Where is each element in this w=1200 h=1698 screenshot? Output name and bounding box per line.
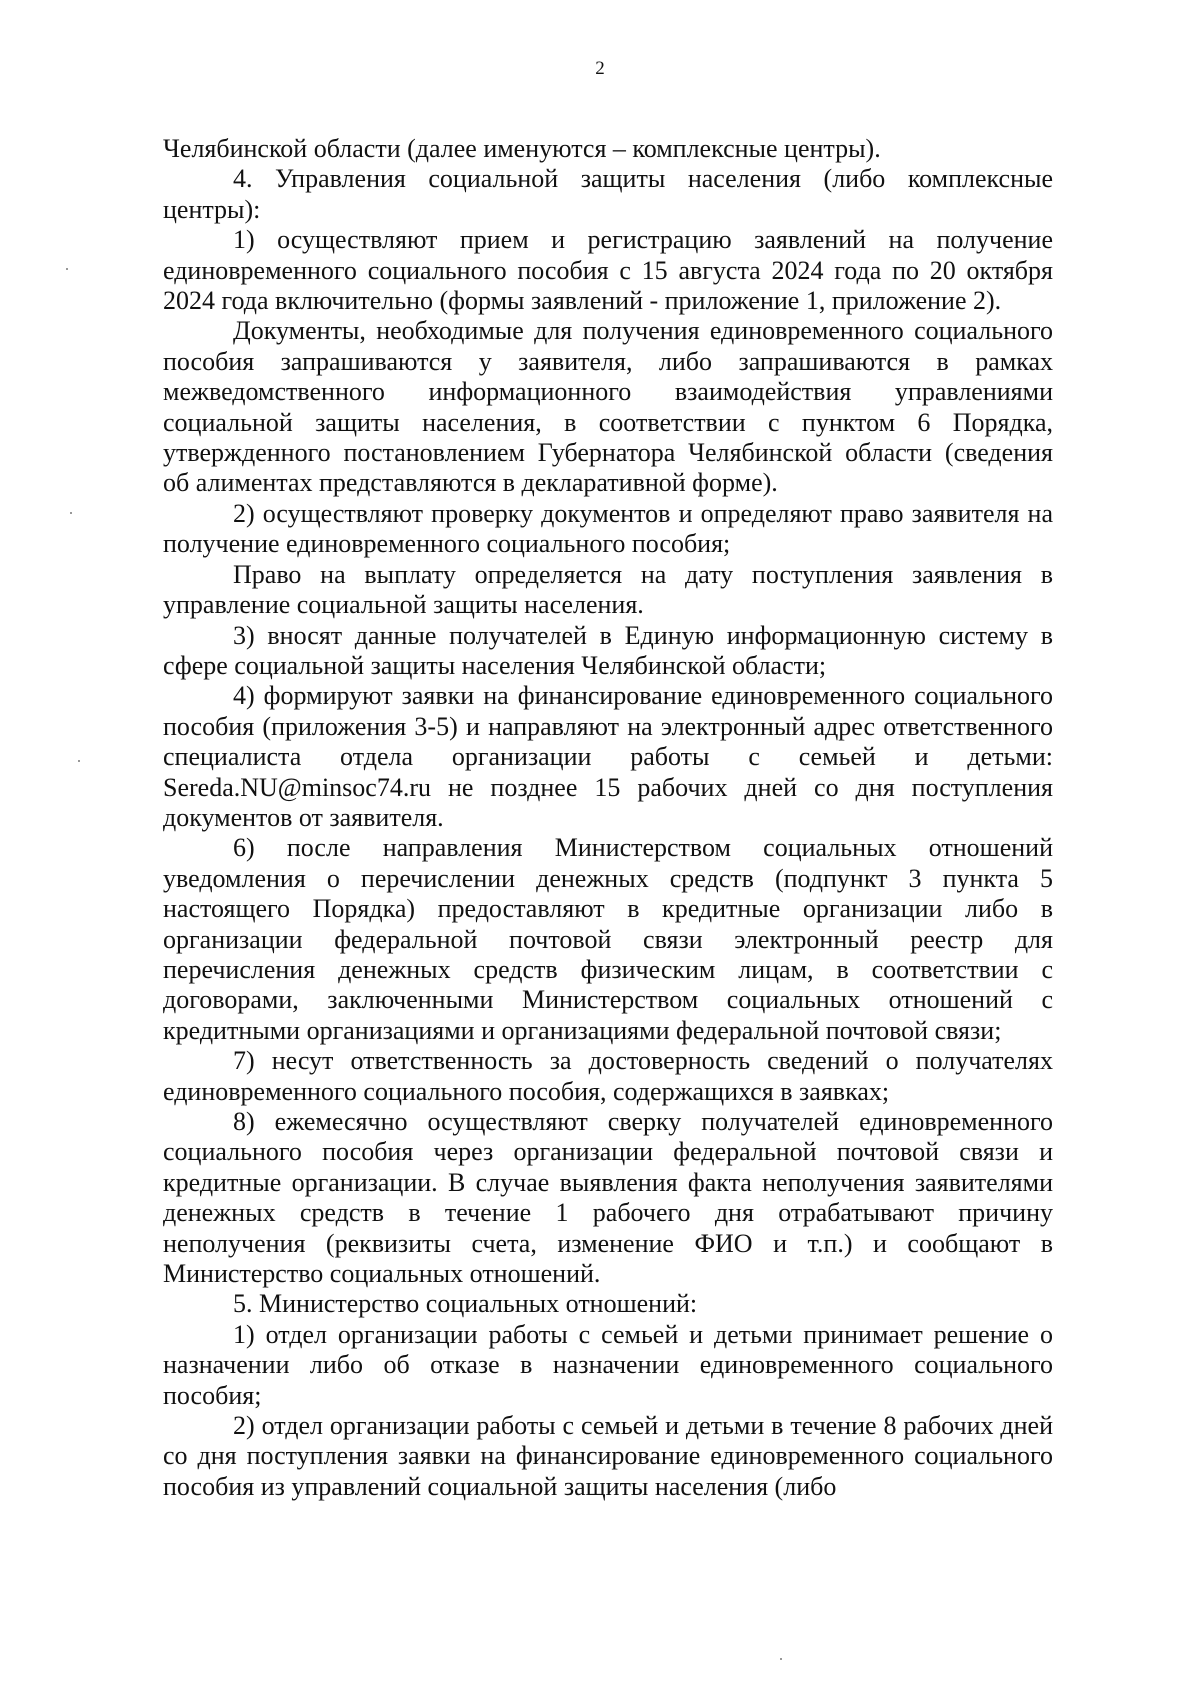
paragraph-section-5: 5. Министерство социальных отношений: [233,1289,698,1319]
scan-speck [66,268,68,270]
paragraph-item-5-2: 2) отдел организации работы с семьей и детьми в течение 8 рабочих дней со дня поступления заявки на финансирование единовременного социального пособия из управлений социальной защиты населения (либо [163,1411,1053,1501]
paragraph-item-5-1: 1) отдел организации работы с семьей и детьми принимает решение о назначении либо об отказе в назначении единовременного социального пособия; [163,1319,1053,1410]
document-body [163,134,1053,1502]
paragraph-item-4-8: 8) ежемесячно осуществляют сверку получателей единовременного социального пособия через организации федеральной почтовой связи и кредитные организации. В случае выявления факта неполучения заявителями денежных средств в течение 1 рабочего дня отрабатывают причину неполучения (реквизиты счета, изменение ФИО и т.п.) и сообщают в Министерство социальных отношений. [163,1107,1053,1289]
page-number: 2 [595,58,605,79]
scan-speck [78,760,80,762]
paragraph-item-4-4: 4) формируют заявки на финансирование единовременного социального пособия (приложения 3-5) и направляют на электронный адрес ответственного специалиста отдела организации работы с семьей и детьми: Sereda.NU@minsoc74.ru не позднее 15 рабочих дней со дня поступления документов от заявителя. [163,681,1053,832]
scan-speck [70,512,72,514]
paragraph-item-4-2: 2) осуществляют проверку документов и определяют право заявителя на получение единовременного социального пособия; [163,498,1053,559]
scan-speck [780,1658,782,1660]
paragraph-continuation: Челябинской области (далее именуются – комплексные центры). [163,134,881,163]
paragraph-item-4-3: 3) вносят данные получателей в Единую информационную систему в сфере социальной защиты населения Челябинской области; [163,620,1053,680]
paragraph-documents: Документы, необходимые для получения единовременного социального пособия запрашиваются у заявителя, либо запрашиваются в рамках межведомственного информационного взаимодействия управлениями социальной защиты населения, в соответствии с пунктом 6 Порядка, утвержденного постановлением Губернатора Челябинской области (сведения об алиментах представляются в декларативной форме). [163,316,1053,498]
paragraph-section-4: 4. Управления социальной защиты населения (либо комплексные центры): [163,164,1053,224]
paragraph-item-4-7: 7) несут ответственность за достоверность сведений о получателях единовременного социального пособия, содержащихся в заявках; [163,1046,1053,1106]
paragraph-right-to-payment: Право на выплату определяется на дату поступления заявления в управление социальной защиты населения. [163,559,1053,620]
paragraph-item-4-1: 1) осуществляют прием и регистрацию заявлений на получение единовременного социального пособия с 15 августа 2024 года по 20 октября 2024 года включительно (формы заявлений - приложение 1, приложение 2). [163,225,1053,316]
paragraph-item-4-6: 6) после направления Министерством социальных отношений уведомления о перечислении денежных средств (подпункт 3 пункта 5 настоящего Порядка) предоставляют в кредитные организации либо в организации федеральной почтовой связи электронный реестр для перечисления денежных средств физическим лицам, в соответствии с договорами, заключенными Министерством социальных отношений с кредитными организациями и организациями федеральной почтовой связи; [163,833,1053,1045]
